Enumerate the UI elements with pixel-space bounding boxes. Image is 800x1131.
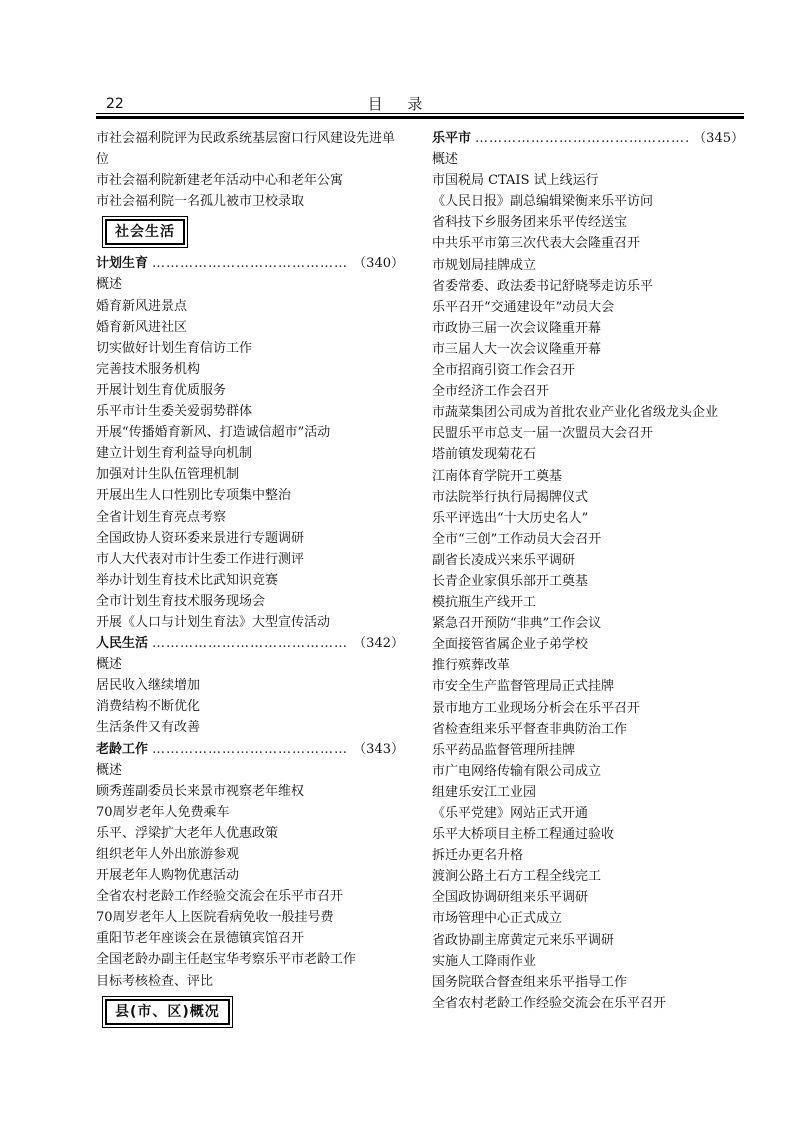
toc-entry: 开展老年人购物优惠活动 — [96, 868, 240, 884]
toc-entry: 开展《人口与计划生育法》大型宣传活动 — [96, 614, 331, 630]
heading-title: 计划生育 — [96, 256, 149, 272]
toc-entry: 切实做好计划生育信访工作 — [96, 340, 253, 356]
toc-entry: 目标考核检查、评比 — [96, 973, 214, 989]
toc-entry: 市法院举行执行局揭牌仪式 — [432, 489, 589, 505]
toc-entry: 概述 — [96, 762, 123, 778]
toc-entry: 《人民日报》副总编辑梁衡来乐平访问 — [432, 194, 654, 210]
heading-leping — [432, 128, 744, 149]
toc-entry: 市场管理中心正式成立 — [432, 911, 563, 927]
toc-entry: 开展出生人口性别比专项集中整治 — [96, 488, 292, 504]
toc-entry: 推行殡葬改革 — [432, 658, 511, 674]
toc-entry: 完善技术服务机构 — [96, 361, 201, 377]
toc-entry: 70周岁老年人上医院看病免收一般挂号费 — [96, 910, 334, 926]
toc-entry: 市人大代表对市计生委工作进行测评 — [96, 551, 305, 567]
toc-entry: 全面接管省属企业子弟学校 — [432, 637, 589, 653]
toc-entry: 全市“三创”工作动员大会召开 — [432, 531, 602, 547]
toc-entry: 塔前镇发现菊花石 — [432, 447, 537, 463]
toc-entry: 市社会福利院一名孤儿被市卫校录取 — [96, 194, 305, 210]
toc-entry: 全国政协调研组来乐平调研 — [432, 890, 589, 906]
leader-dots — [152, 253, 349, 274]
toc-entry: 组建乐安江工业园 — [432, 784, 537, 800]
header-rule-thin — [96, 113, 744, 114]
toc-entry: 副省长凌成兴来乐平调研 — [432, 552, 576, 568]
toc-entry: 市广电网络传输有限公司成立 — [432, 763, 602, 779]
toc-entry: 市安全生产监督管理局正式挂牌 — [432, 679, 615, 695]
toc-entry: 省政协副主席黄定元来乐平调研 — [432, 932, 615, 948]
section-box-social-life — [102, 216, 188, 248]
heading-page: （340） — [353, 256, 404, 272]
toc-entry: 居民收入继续增加 — [96, 678, 201, 694]
toc-entry: 开展计划生育优质服务 — [96, 382, 227, 398]
heading-people-life — [96, 633, 404, 654]
heading-page: （345） — [693, 131, 744, 146]
toc-entry: 建立计划生育利益导向机制 — [96, 446, 253, 462]
page-number: 22 — [106, 96, 124, 112]
toc-entry: 乐平市计生委关爱弱势群体 — [96, 404, 253, 420]
toc-entry: 顾秀莲副委员长来景市视察老年维权 — [96, 783, 305, 799]
toc-entry: 概述 — [432, 152, 459, 168]
section-box-county-overview — [102, 996, 233, 1028]
toc-entry: 全国老龄办副主任赵宝华考察乐平市老龄工作 — [96, 952, 357, 968]
toc-entry: 全省计划生育亮点考察 — [96, 509, 227, 525]
toc-entry: 乐平评选出“十大历史名人” — [432, 510, 589, 526]
toc-entry: 乐平、浮梁扩大老年人优惠政策 — [96, 825, 279, 841]
toc-entry: 景市地方工业现场分析会在乐平召开 — [432, 700, 641, 716]
toc-entry: 生活条件又有改善 — [96, 720, 201, 736]
leader-dots — [152, 633, 349, 654]
toc-entry: 拆迁办更名升格 — [432, 848, 524, 864]
header-rule-thick — [96, 116, 744, 119]
leader-dots — [475, 128, 689, 149]
heading-elderly-work — [96, 739, 404, 760]
toc-entry: 加强对计生队伍管理机制 — [96, 467, 240, 483]
toc-entry: 乐平大桥项目主桥工程通过验收 — [432, 827, 615, 843]
toc-entry: 重阳节老年座谈会在景德镇宾馆召开 — [96, 931, 305, 947]
heading-page: （342） — [353, 636, 404, 652]
heading-title: 人民生活 — [96, 636, 149, 652]
toc-entry: 举办计划生育技术比武知识竞赛 — [96, 572, 279, 588]
heading-page: （343） — [353, 741, 404, 757]
toc-entry: 全市计划生育技术服务现场会 — [96, 593, 266, 609]
toc-entry: 消费结构不断优化 — [96, 699, 201, 715]
toc-entry: 市国税局 CTAIS 试上线运行 — [432, 173, 599, 189]
toc-entry: 实施人工降雨作业 — [432, 953, 537, 969]
toc-entry: 省检查组来乐平督查非典防治工作 — [432, 721, 628, 737]
toc-entry: 婚育新风进社区 — [96, 319, 188, 335]
toc-entry: 长青企业家俱乐部开工奠基 — [432, 573, 589, 589]
toc-entry: 江南体育学院开工奠基 — [432, 468, 563, 484]
toc-entry: 市蔬菜集团公司成为首批农业产业化省级龙头企业 — [432, 405, 719, 421]
leader-dots — [152, 739, 349, 760]
toc-entry: 70周岁老年人免费乘车 — [96, 804, 230, 820]
page-title: 目 录 — [367, 95, 433, 113]
toc-entry: 全市经济工作会召开 — [432, 384, 550, 400]
toc-entry: 市社会福利院新建老年活动中心和老年公寓 — [96, 173, 344, 189]
toc-entry: 市政协三届一次会议隆重开幕 — [432, 320, 602, 336]
heading-family-planning — [96, 253, 404, 274]
toc-entry: 国务院联合督查组来乐平指导工作 — [432, 974, 628, 990]
toc-entry: 全国政协人资环委来景进行专题调研 — [96, 530, 305, 546]
heading-title: 老龄工作 — [96, 741, 149, 757]
toc-entry: 全省农村老龄工作经验交流会在乐平市召开 — [96, 889, 344, 905]
toc-entry: 组织老年人外出旅游参观 — [96, 847, 240, 862]
toc-entry: 《乐平党建》网站正式开通 — [432, 806, 589, 821]
toc-entry: 模抗瓶生产线开工 — [432, 595, 537, 611]
toc-entry: 全市招商引资工作会召开 — [432, 363, 576, 379]
right-column — [432, 128, 744, 1014]
toc-entry: 概述 — [96, 277, 123, 293]
toc-entry: 市规划局挂牌成立 — [432, 257, 537, 273]
left-column — [96, 128, 404, 1033]
toc-entry: 概述 — [96, 657, 123, 673]
section-title-social-life: 社会生活 — [105, 219, 185, 245]
heading-title: 乐平市 — [432, 131, 472, 146]
toc-entry: 省科技下乡服务团来乐平传经送宝 — [432, 215, 628, 231]
toc-entry: 省委常委、政法委书记舒晓琴走访乐平 — [432, 278, 654, 294]
toc-entry: 中共乐平市第三次代表大会隆重召开 — [432, 236, 641, 252]
toc-entry: 开展“传播婚育新风、打造诚信超市”活动 — [96, 425, 331, 441]
toc-entry: 渡涧公路土石方工程全线完工 — [432, 869, 602, 885]
toc-entry: 紧急召开预防“非典”工作会议 — [432, 616, 602, 632]
toc-entry: 乐平召开“交通建设年”动员大会 — [432, 299, 615, 315]
toc-entry: 市三届人大一次会议隆重开幕 — [432, 341, 602, 357]
toc-entry: 婚育新风进景点 — [96, 298, 188, 314]
toc-entry: 民盟乐平市总支一届一次盟员大会召开 — [432, 426, 654, 442]
toc-entry: 全省农村老龄工作经验交流会在乐平召开 — [432, 995, 667, 1011]
section-title-county-overview: 县(市、区)概况 — [105, 999, 230, 1025]
toc-entry: 市社会福利院评为民政系统基层窗口行风建设先进单位 — [96, 131, 396, 168]
toc-entry: 乐平药品监督管理所挂牌 — [432, 742, 576, 758]
